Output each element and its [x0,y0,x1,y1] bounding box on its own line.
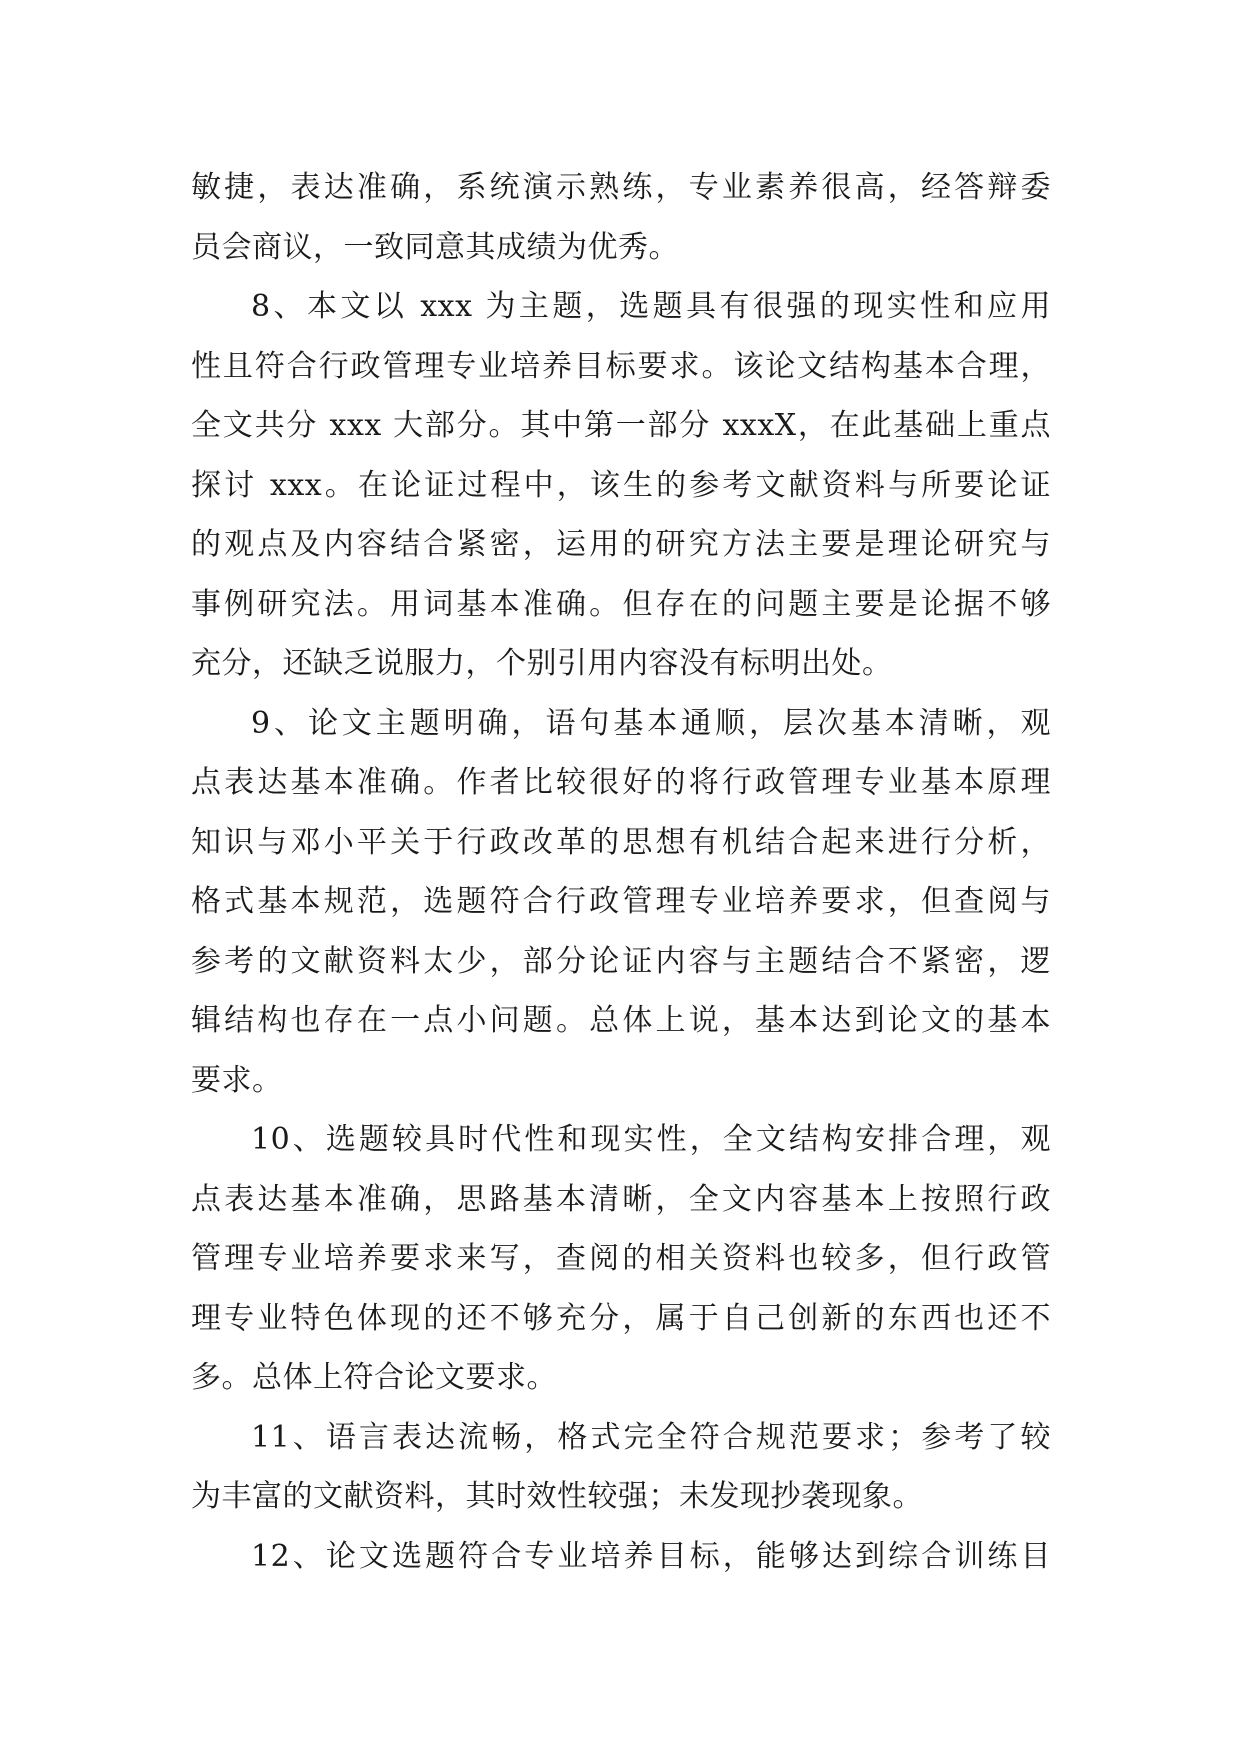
paragraph-8 [191,277,1051,694]
paragraph-7-continued [191,158,1051,277]
text-line: 事例研究法。用词基本准确。但存在的问题主要是论据不够 [191,586,1051,622]
text-line: 参考的文献资料太少，部分论证内容与主题结合不紧密，逻 [191,943,1051,979]
text-line: 点表达基本准确。作者比较很好的将行政管理专业基本原理 [191,765,1051,800]
text-line: 为丰富的文献资料，其时效性较强；未发现抄袭现象。 [191,1479,923,1514]
paragraph-12 [191,1527,1051,1587]
text-line: 管理专业培养要求来写，查阅的相关资料也较多，但行政管 [191,1241,1051,1276]
text-line: 多。总体上符合论文要求。 [191,1360,557,1395]
text-line: 辑结构也存在一点小问题。总体上说，基本达到论文的基本 [191,1003,1051,1038]
text-line: 点表达基本准确，思路基本清晰，全文内容基本上按照行政 [191,1181,1051,1217]
text-line: 12、论文选题符合专业培养目标，能够达到综合训练目 [251,1538,1051,1574]
text-line: 的观点及内容结合紧密，运用的研究方法主要是理论研究与 [191,527,1051,562]
text-line: 充分，还缺乏说服力，个别引用内容没有标明出处。 [191,646,893,681]
text-line: 9、论文主题明确，语句基本通顺，层次基本清晰，观 [251,705,1051,741]
paragraph-10 [191,1110,1051,1408]
text-line: 知识与邓小平关于行政改革的思想有机结合起来进行分析， [191,824,1051,860]
text-line: 11、语言表达流畅，格式完全符合规范要求；参考了较 [251,1419,1051,1455]
text-line: 理专业特色体现的还不够充分，属于自己创新的东西也还不 [191,1300,1051,1336]
body-text [191,158,1051,1586]
text-line: 要求。 [191,1062,283,1098]
paragraph-9 [191,694,1051,1111]
text-line: 10、选题较具时代性和现实性，全文结构安排合理，观 [251,1122,1051,1157]
text-line: 格式基本规范，选题符合行政管理专业培养要求，但查阅与 [191,884,1051,919]
text-line: 敏捷，表达准确，系统演示熟练，专业素养很高，经答辩委 [191,170,1051,205]
text-line: 8、本文以 xxx 为主题，选题具有很强的现实性和应用 [251,289,1051,324]
text-line: 全文共分 xxx 大部分。其中第一部分 xxxX，在此基础上重点 [191,408,1051,443]
text-line: 员会商议，一致同意其成绩为优秀。 [191,229,679,265]
text-line: 性且符合行政管理专业培养目标要求。该论文结构基本合理， [191,348,1051,384]
text-line: 探讨 xxx。在论证过程中，该生的参考文献资料与所要论证 [191,467,1051,503]
paragraph-11 [191,1408,1051,1527]
